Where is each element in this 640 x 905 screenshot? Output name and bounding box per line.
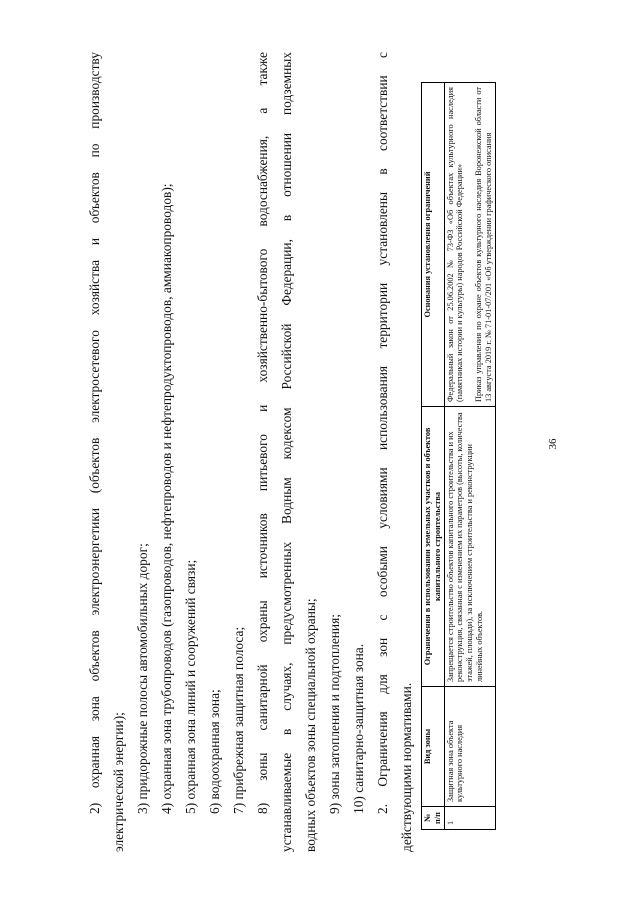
list-item-8: 8) зоны санитарной охраны источников питьевого и хозяйственно-бытового водоснабжения, а также	[255, 52, 270, 814]
header-zone-type: Вид зоны	[422, 687, 445, 807]
list-item-2-continuation: электрической энергии);	[111, 712, 126, 852]
rotated-content	[70, 52, 570, 852]
list-item-8-continuation-1: устанавливаемые в случаях, предусмотренных Водным кодексом Российской Федерации, в отношении подземных	[279, 52, 294, 852]
cell-basis	[444, 83, 495, 407]
list-item-3: 3) придорожные полосы автомобильных дорог;	[135, 543, 150, 814]
header-number: № п/п	[422, 807, 445, 830]
section-2-paragraph: 2. Ограничения для зон с особыми условиями использования территории установлены в соответствии с	[375, 52, 390, 814]
cell-restrictions: Запрещается строительство объектов капитального строительства и их реконструкция, связанная с изменением их параметров (высоты, количества этажей, площади), за исключением строительства и реконструкции линейных объектов.	[444, 407, 495, 687]
basis-order: Приказ управления по охране объектов культурного наследия Воронежской области от 13 августа 2019 г. № 71-01-07/201 «Об утверждении графического описания	[474, 87, 493, 402]
page-number: 36	[547, 438, 559, 450]
list-item-5: 5) охранная зона линий и сооружений связи;	[183, 559, 198, 814]
list-item-10: 10) санитарно-защитная зона.	[351, 643, 366, 814]
table-header-row	[422, 83, 445, 830]
list-item-9: 9) зоны затопления и подтопления;	[327, 614, 342, 814]
list-item-7: 7) прибрежная защитная полоса;	[231, 626, 246, 814]
cell-number: 1	[444, 807, 495, 830]
list-item-8-continuation-2: водных объектов зоны специальной охраны;	[303, 598, 318, 852]
header-restrictions: Ограничения в использовании земельных участков и объектов капитального строительства	[422, 407, 445, 687]
section-2-paragraph-continuation: действующими нормативами.	[399, 682, 414, 852]
restrictions-table	[421, 82, 496, 830]
basis-federal-law: Федеральный закон от 25.06.2002 № 73-ФЗ «Об объектах культурного наследия (памятниках истории и культуры) народов Российской Федерации»	[445, 87, 465, 402]
cell-zone-type: Защитная зона объекта культурного наследия	[444, 687, 495, 807]
list-item-6: 6) водоохранная зона;	[207, 689, 222, 814]
list-item-2: 2) охранная зона объектов электроэнергетики (объектов электросетевого хозяйства и объектов по производству	[87, 52, 102, 814]
table-row	[444, 83, 495, 830]
header-basis: Основания установления ограничений	[422, 83, 445, 407]
list-item-4: 4) охранная зона трубопроводов (газопроводов, нефтепроводов и нефтепродуктопроводов, аммиакопроводов);	[159, 183, 174, 814]
